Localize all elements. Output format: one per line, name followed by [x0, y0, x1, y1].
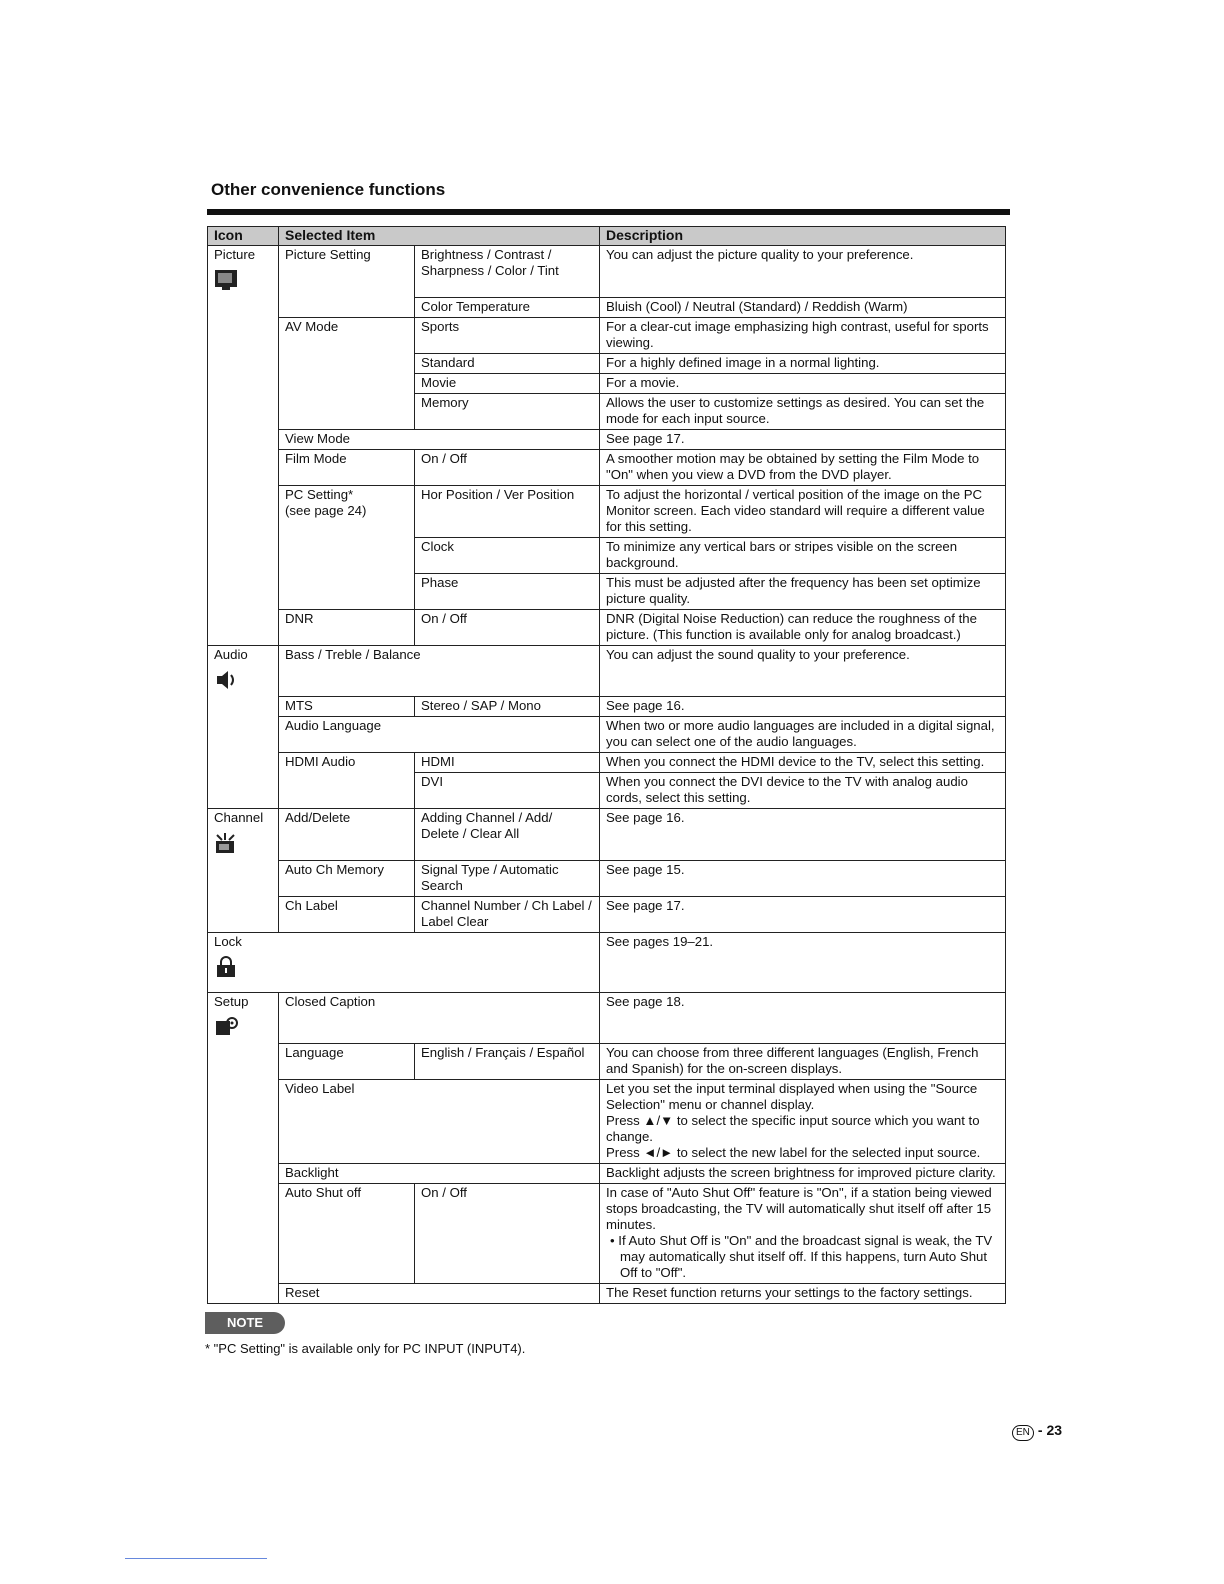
item-sublabel: (see page 24) [285, 502, 367, 518]
page-number [1012, 1422, 1062, 1441]
item-cell: Add/Delete [279, 809, 415, 861]
description-cell: For a clear-cut image emphasizing high contrast, useful for sports viewing. [600, 317, 1006, 353]
table-row [208, 717, 1006, 753]
subitem-cell: DVI [415, 773, 600, 809]
item-cell: Backlight [279, 1164, 600, 1184]
subitem-cell: Adding Channel / Add/ Delete / Clear All [415, 809, 600, 861]
heading-rule [207, 209, 1010, 215]
subitem-cell: English / Français / Español [415, 1044, 600, 1080]
setup-icon [214, 1016, 238, 1038]
item-cell: Ch Label [279, 896, 415, 932]
icon-cell-picture [208, 246, 279, 298]
audio-icon [214, 669, 238, 691]
language-badge: EN [1012, 1425, 1034, 1441]
description-cell: When you connect the DVI device to the TV with analog audio cords, select this setting. [600, 773, 1006, 809]
description-line: In case of "Auto Shut Off" feature is "On", if a station being viewed stops broadcasting, the TV will automatically shut itself off after 15 minutes. [606, 1185, 992, 1232]
table-row [208, 896, 1006, 932]
page-number-value: - 23 [1037, 1422, 1063, 1438]
description-cell: This must be adjusted after the frequency has been set optimize picture quality. [600, 573, 1006, 609]
subitem-cell: Clock [415, 537, 600, 573]
description-cell: You can choose from three different languages (English, French and Spanish) for the on-screen displays. [600, 1044, 1006, 1080]
description-cell: You can adjust the picture quality to your preference. [600, 246, 1006, 298]
description-cell: See pages 19–21. [600, 932, 1006, 992]
table-header-row [208, 227, 1006, 246]
subitem-cell: On / Off [415, 449, 600, 485]
table-row [208, 992, 1006, 1044]
description-cell: See page 16. [600, 697, 1006, 717]
subitem-cell: Movie [415, 373, 600, 393]
item-cell: Language [279, 1044, 415, 1080]
table-row [208, 697, 1006, 717]
subitem-cell: On / Off [415, 1184, 600, 1284]
item-cell: Audio Language [279, 717, 600, 753]
note-badge: NOTE [205, 1312, 285, 1334]
category-label: Picture [214, 247, 256, 262]
icon-cell-channel [208, 809, 279, 861]
description-bullet: • If Auto Shut Off is "On" and the broadcast signal is weak, the TV may automatically shut itself off. If this happens, turn Auto Shut Off to "Off". [610, 1233, 993, 1280]
table-row [208, 753, 1006, 773]
item-cell: Reset [279, 1284, 600, 1304]
item-label: PC Setting* [285, 486, 354, 502]
item-cell: DNR [279, 609, 415, 645]
description-line: Press ◄/► to select the new label for the selected input source. [606, 1145, 981, 1160]
table-row [208, 609, 1006, 645]
description-cell: When you connect the HDMI device to the TV, select this setting. [600, 753, 1006, 773]
item-cell: Bass / Treble / Balance [279, 645, 600, 697]
note-text: * "PC Setting" is available only for PC INPUT (INPUT4). [205, 1341, 526, 1356]
description-cell: Backlight adjusts the screen brightness for improved picture clarity. [600, 1164, 1006, 1184]
icon-cell-setup [208, 992, 279, 1044]
description-cell: For a highly defined image in a normal lighting. [600, 353, 1006, 373]
subitem-cell: HDMI [415, 753, 600, 773]
category-label: Lock [214, 933, 242, 949]
section-heading: Other convenience functions [211, 180, 446, 199]
item-cell: Film Mode [279, 449, 415, 485]
description-cell: When two or more audio languages are included in a digital signal, you can select one of the audio languages. [600, 717, 1006, 753]
item-cell: HDMI Audio [279, 753, 415, 809]
subitem-cell: Stereo / SAP / Mono [415, 697, 600, 717]
table-row [208, 860, 1006, 896]
description-cell: See page 15. [600, 860, 1006, 896]
subitem-cell: Hor Position / Ver Position [415, 485, 600, 537]
table-row [208, 1164, 1006, 1184]
subitem-cell: Sports [415, 317, 600, 353]
table-row [208, 449, 1006, 485]
table-row [208, 809, 1006, 861]
description-cell: You can adjust the sound quality to your preference. [600, 645, 1006, 697]
item-cell [279, 485, 415, 609]
item-cell: Closed Caption [279, 992, 600, 1044]
description-cell: See page 17. [600, 429, 1006, 449]
subitem-cell: On / Off [415, 609, 600, 645]
subitem-cell: Phase [415, 573, 600, 609]
table-row [208, 1284, 1006, 1304]
lock-icon [214, 956, 238, 978]
table-row [208, 645, 1006, 697]
category-label: Channel [214, 810, 264, 825]
table-row [208, 1080, 1006, 1164]
description-cell: To minimize any vertical bars or stripes visible on the screen background. [600, 537, 1006, 573]
description-cell: Allows the user to customize settings as desired. You can set the mode for each input source. [600, 393, 1006, 429]
item-cell: Video Label [279, 1080, 600, 1164]
table-row [208, 485, 1006, 537]
description-cell [600, 1080, 1006, 1164]
subitem-cell: Color Temperature [415, 297, 600, 317]
description-line: Press ▲/▼ to select the specific input source which you want to change. [606, 1113, 980, 1144]
table-row [208, 1184, 1006, 1284]
description-cell: For a movie. [600, 373, 1006, 393]
subitem-cell: Channel Number / Ch Label / Label Clear [415, 896, 600, 932]
description-cell: See page 16. [600, 809, 1006, 861]
category-label: Setup [214, 993, 249, 1009]
footer-line [125, 1558, 267, 1559]
picture-icon [214, 269, 238, 291]
subitem-cell: Standard [415, 353, 600, 373]
description-cell: A smoother motion may be obtained by setting the Film Mode to "On" when you view a DVD from the DVD player. [600, 449, 1006, 485]
subitem-cell: Memory [415, 393, 600, 429]
item-cell: View Mode [279, 429, 600, 449]
channel-icon [214, 832, 238, 854]
description-cell: See page 18. [600, 992, 1006, 1044]
description-cell: To adjust the horizontal / vertical position of the image on the PC Monitor screen. Each video standard will require a different value for this setting. [600, 485, 1006, 537]
icon-cell-lock [208, 932, 600, 992]
header-icon: Icon [208, 227, 279, 246]
table-row [208, 246, 1006, 298]
item-cell: Auto Ch Memory [279, 860, 415, 896]
header-selected-item: Selected Item [279, 227, 600, 246]
header-description: Description [600, 227, 1006, 246]
description-cell: The Reset function returns your settings to the factory settings. [600, 1284, 1006, 1304]
item-cell: Picture Setting [279, 246, 415, 318]
description-cell: DNR (Digital Noise Reduction) can reduce the roughness of the picture. (This function is available only for analog broadcast.) [600, 609, 1006, 645]
table-row [208, 1044, 1006, 1080]
description-cell: Bluish (Cool) / Neutral (Standard) / Reddish (Warm) [600, 297, 1006, 317]
description-line: Let you set the input terminal displayed when using the "Source Selection" menu or channel display. [606, 1081, 978, 1112]
description-cell: See page 17. [600, 896, 1006, 932]
subitem-cell: Signal Type / Automatic Search [415, 860, 600, 896]
table-row [208, 317, 1006, 353]
description-cell [600, 1184, 1006, 1284]
table-row [208, 429, 1006, 449]
table-row [208, 932, 1006, 992]
icon-cell-audio [208, 645, 279, 697]
item-cell: MTS [279, 697, 415, 717]
subitem-cell: Brightness / Contrast / Sharpness / Color / Tint [415, 246, 600, 298]
item-cell: Auto Shut off [279, 1184, 415, 1284]
category-label: Audio [214, 646, 248, 662]
settings-table [207, 226, 1006, 1304]
item-cell: AV Mode [279, 317, 415, 429]
